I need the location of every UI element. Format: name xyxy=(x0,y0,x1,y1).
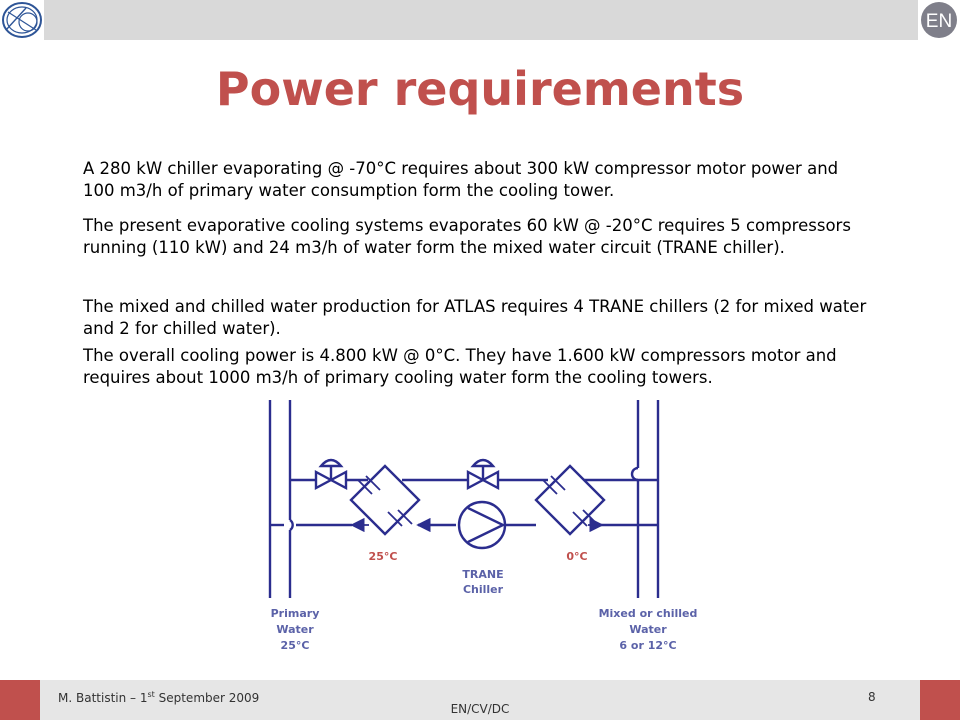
valve-left xyxy=(316,460,346,488)
paragraph-3: The mixed and chilled water production for ATLAS requires 4 TRANE chillers (2 for mixed water and 2 for chilled water). xyxy=(83,297,867,338)
heat-exchanger-right xyxy=(536,466,604,534)
mixed-label-2: Water xyxy=(629,623,667,636)
valve-middle xyxy=(468,460,498,488)
primary-pipe-hop xyxy=(290,520,293,530)
chiller-label-1: TRANE xyxy=(462,568,504,581)
slide-title: Power requirements xyxy=(215,62,745,116)
temp-left-label: 25°C xyxy=(368,550,398,563)
primary-label-3: 25°C xyxy=(280,639,310,652)
footer-department: EN/CV/DC xyxy=(450,702,510,716)
en-logo xyxy=(918,0,960,40)
footer-author-sup: st xyxy=(147,690,155,699)
footer-author-name: M. Battistin – 1 xyxy=(58,691,148,705)
cern-logo xyxy=(0,0,44,40)
mixed-label-1: Mixed or chilled xyxy=(598,607,698,620)
mixed-label-3: 6 or 12°C xyxy=(619,639,677,652)
heat-exchanger-left xyxy=(351,466,419,534)
pump xyxy=(459,502,505,548)
paragraph-4: The overall cooling power is 4.800 kW @ 0°C. They have 1.600 kW compressors motor and requires about 1000 m3/h of primary cooling water form the cooling towers. xyxy=(83,346,837,387)
primary-label-2: Water xyxy=(276,623,314,636)
paragraph-1: A 280 kW chiller evaporating @ -70°C requires about 300 kW compressor motor power and 100 m3/h of primary water consumption form the cooling tower. xyxy=(83,159,839,200)
header-band xyxy=(0,0,960,40)
temp-right-label: 0°C xyxy=(566,550,588,563)
mixed-pipe-hop xyxy=(632,468,638,480)
paragraph-2: The present evaporative cooling systems evaporates 60 kW @ -20°C requires 5 compressors running (110 kW) and 24 m3/h of water form the mixed water circuit (TRANE chiller). xyxy=(83,216,851,257)
primary-label-1: Primary xyxy=(270,607,320,620)
chiller-label-2: Chiller xyxy=(462,583,504,596)
page-number: 8 xyxy=(868,690,876,704)
footer-date: September 2009 xyxy=(154,691,260,705)
en-logo-text: EN xyxy=(925,11,953,32)
